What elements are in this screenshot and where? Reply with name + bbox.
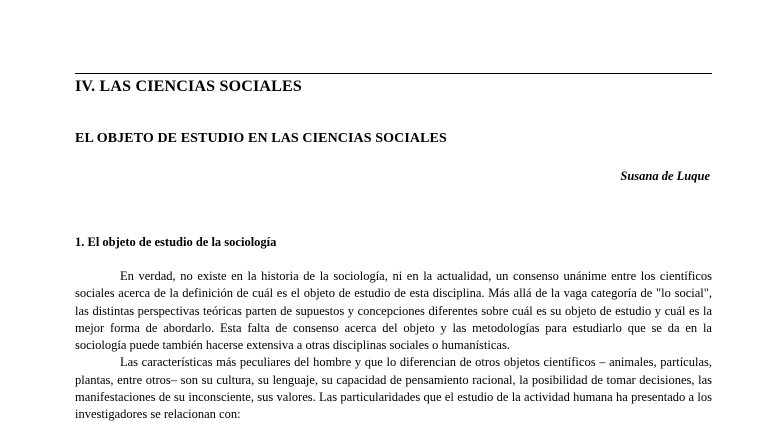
header-rule: [75, 73, 712, 74]
body-text: [75, 268, 712, 424]
chapter-heading: IV. LAS CIENCIAS SOCIALES: [75, 78, 303, 95]
paragraph: Las características más peculiares del hombre y que lo diferencian de otros objetos científicos – animales, partículas, plantas, entre otros– son su cultura, su lenguaje, su capacidad de pensamiento racional, la posibilidad de tomar decisiones, las manifestaciones de su inconsciente, sus valores. Las particularidades que el estudio de la actividad humana ha presentado a los investigadores se relacionan con:: [75, 355, 712, 422]
author-name: Susana de Luque: [620, 169, 710, 183]
paragraph: En verdad, no existe en la historia de la sociología, ni en la actualidad, un consenso unánime entre los científicos sociales acerca de la definición de cuál es el objeto de estudio de esta disciplina. Más allá de la vaga categoría de "lo social", las distintas perspectivas teóricas parten de supuestos y concepciones diferentes sobre cuál es su objeto de estudio y cuál es la mejor forma de abordarlo. Esta falta de consenso acerca del objeto y las metodologías para estudiarlo que se da en la sociología puede también hacerse extensiva a otras disciplinas sociales o humanísticas.: [75, 269, 712, 353]
article-title: EL OBJETO DE ESTUDIO EN LAS CIENCIAS SOCIALES: [75, 131, 447, 146]
section-heading: 1. El objeto de estudio de la sociología: [75, 235, 277, 249]
